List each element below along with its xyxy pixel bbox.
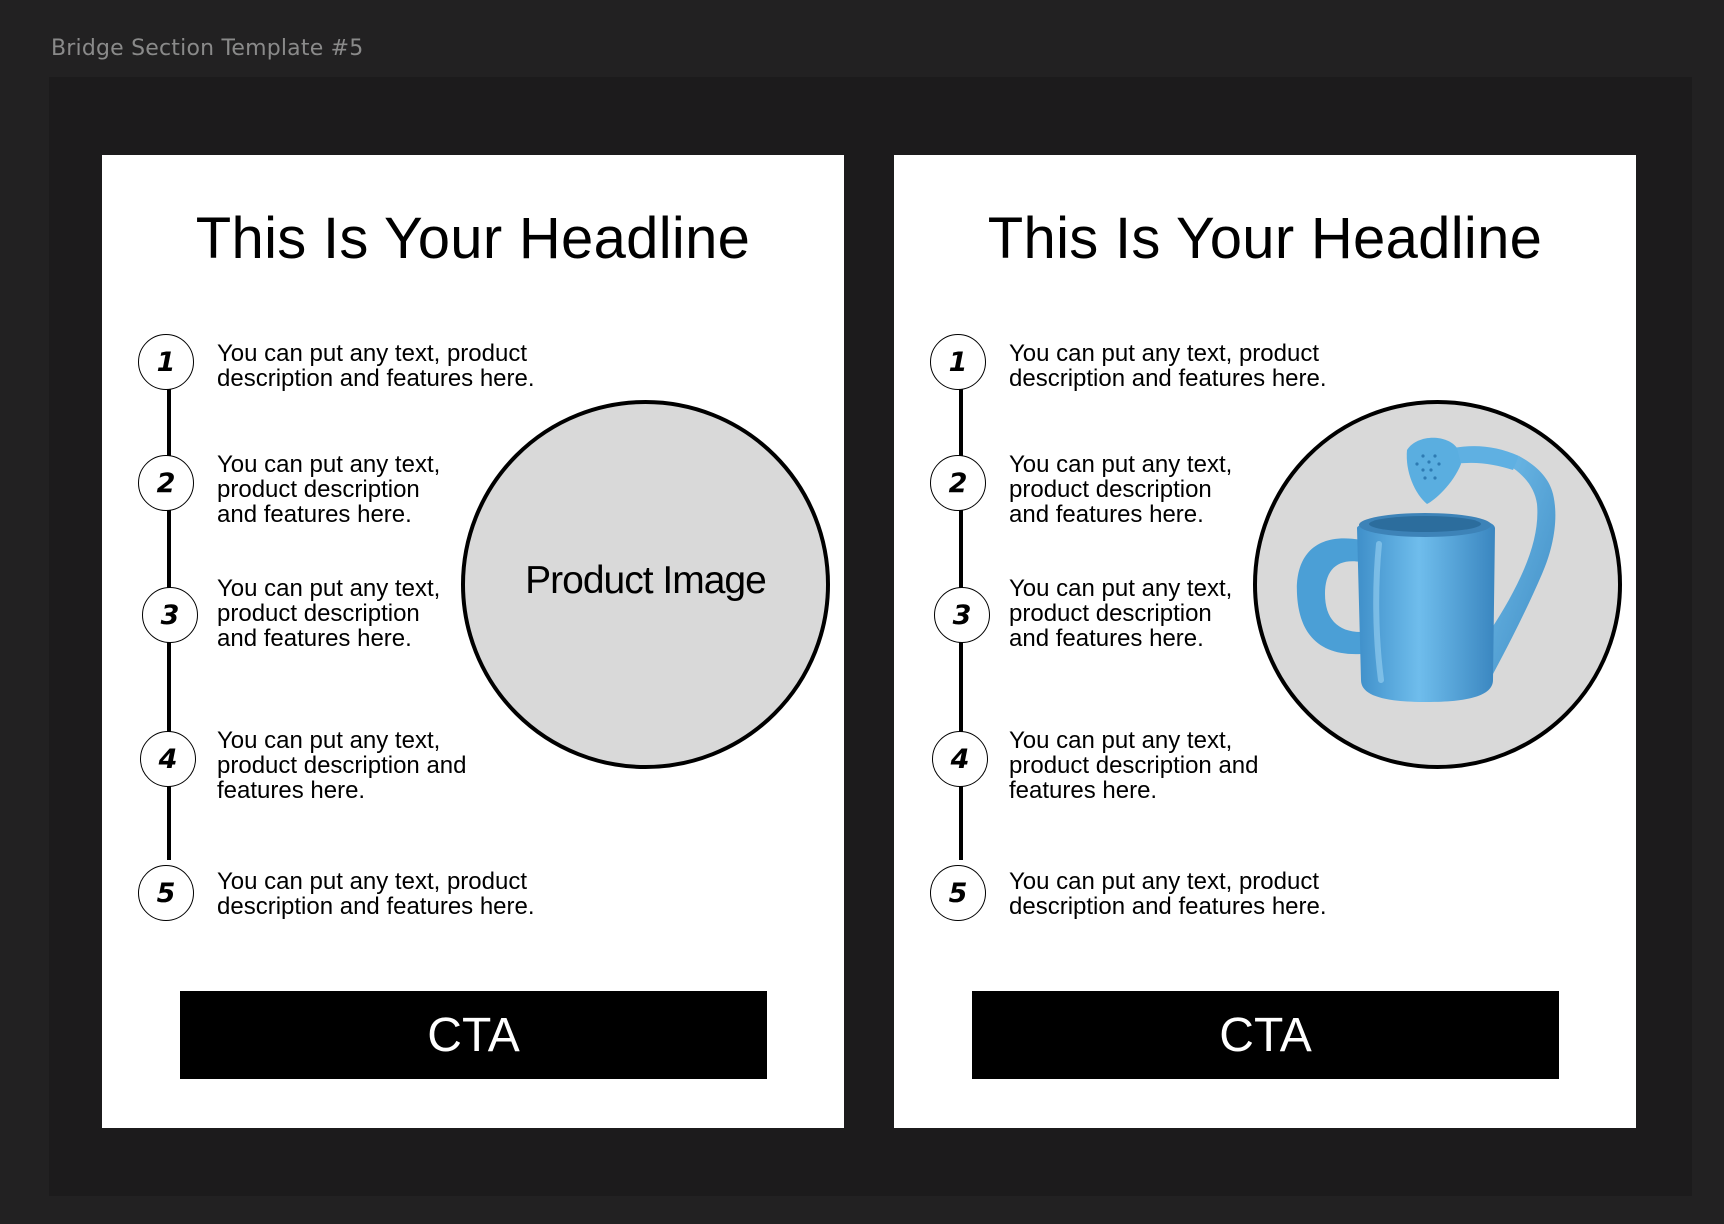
step-text-5: You can put any text, product description and features here.: [217, 868, 535, 920]
step-number-1: 1: [930, 334, 986, 390]
step-number-2: 2: [138, 455, 194, 511]
product-image: [1253, 400, 1622, 769]
step-text-4: You can put any text, product description and features here.: [1009, 727, 1259, 804]
template-card-product[interactable]: [894, 155, 1636, 1128]
step-text-5: You can put any text, product description and features here.: [1009, 868, 1327, 920]
step-text-1: You can put any text, product description and features here.: [217, 340, 535, 392]
template-card-placeholder[interactable]: [102, 155, 844, 1128]
watering-can-icon: [1257, 404, 1618, 765]
step-text-4: You can put any text, product description and features here.: [217, 727, 467, 804]
headline: This Is Your Headline: [987, 206, 1543, 271]
step-number-5: 5: [138, 865, 194, 921]
step-text-2: You can put any text, product description and features here.: [1009, 451, 1233, 528]
product-image-placeholder: [461, 400, 830, 769]
cta-button[interactable]: CTA: [972, 991, 1559, 1079]
step-number-2: 2: [930, 455, 986, 511]
step-number-3: 3: [934, 587, 990, 643]
step-text-1: You can put any text, product description and features here.: [1009, 340, 1327, 392]
step-number-1: 1: [138, 334, 194, 390]
step-text-3: You can put any text, product description and features here.: [217, 575, 441, 652]
headline: This Is Your Headline: [195, 206, 751, 271]
step-number-4: 4: [140, 731, 196, 787]
step-number-5: 5: [930, 865, 986, 921]
product-image-label: Product Image: [525, 559, 766, 602]
step-number-4: 4: [932, 731, 988, 787]
step-text-2: You can put any text, product description and features here.: [217, 451, 441, 528]
cta-button[interactable]: CTA: [180, 991, 767, 1079]
step-number-3: 3: [142, 587, 198, 643]
step-text-3: You can put any text, product description and features here.: [1009, 575, 1233, 652]
frame-title[interactable]: Bridge Section Template #5: [51, 36, 364, 61]
